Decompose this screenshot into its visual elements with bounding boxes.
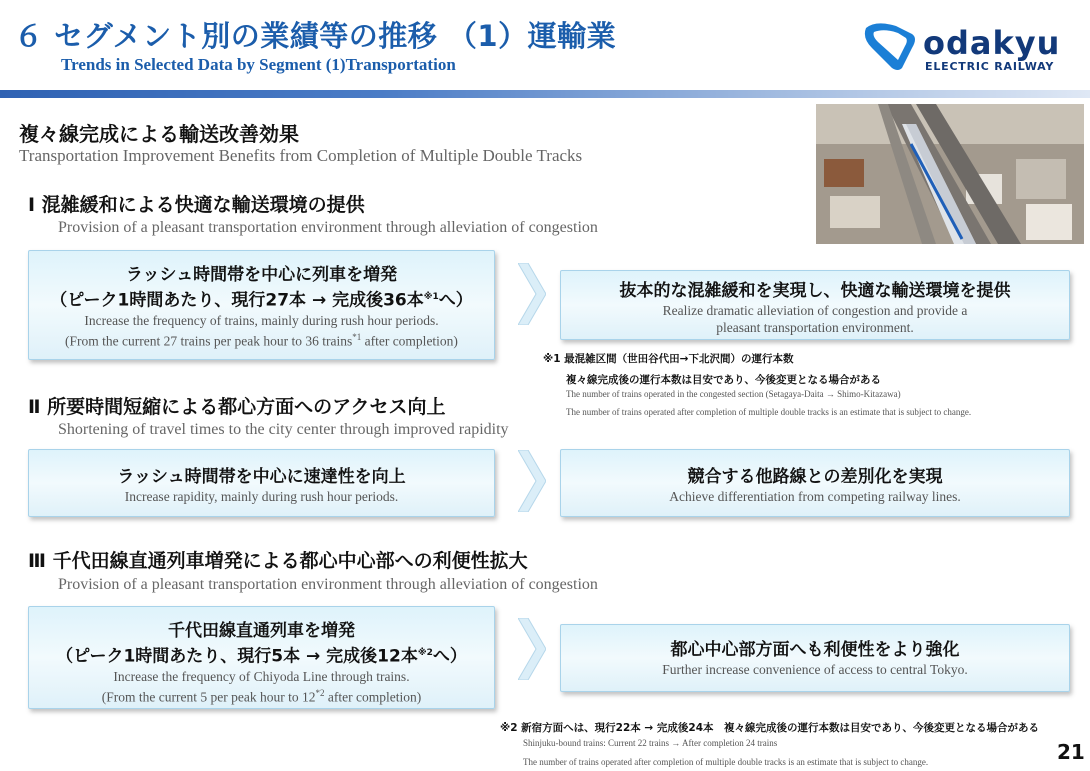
note-2-en-line1: Shinjuku-bound trains: Current 22 trains → After completion 24 trains bbox=[523, 738, 778, 748]
section-2-subtitle: Shortening of travel times to the city center through improved rapidity bbox=[58, 421, 509, 438]
section-2-right-jp: 競合する他路線との差別化を実現 bbox=[687, 467, 943, 487]
section-2-title: Ⅱ 所要時間短縮による都心方面へのアクセス向上 bbox=[28, 396, 446, 418]
intro-subtitle: Transportation Improvement Benefits from Completion of Multiple Double Tracks bbox=[19, 146, 583, 165]
note-1-jp-line1: ※1 最混雑区間（世田谷代田→下北沢間）の運行本数 bbox=[543, 353, 794, 365]
section-1-right-box bbox=[560, 270, 1070, 340]
section-3-left-jp1: 千代田線直通列車を増発 bbox=[168, 621, 355, 641]
section-1-title: Ⅰ 混雑緩和による快適な輸送環境の提供 bbox=[28, 194, 365, 216]
page-number: 21 bbox=[1057, 740, 1085, 764]
section-1-left-box bbox=[28, 250, 495, 360]
section-3-left-en1: Increase the frequency of Chiyoda Line through trains. bbox=[113, 668, 410, 684]
section-3-right-en: Further increase convenience of access to central Tokyo. bbox=[662, 662, 968, 677]
section-1-right-en2: pleasant transportation environment. bbox=[716, 320, 914, 335]
section-3-right-jp: 都心中心部方面へも利便性をより強化 bbox=[670, 640, 960, 660]
page-title: ６ セグメント別の業績等の推移 （1）運輸業 bbox=[14, 19, 617, 53]
section-1-left-jp2: （ピーク1時間あたり、現行27本 → 完成後36本$^{※1}$へ） bbox=[50, 290, 473, 311]
section-1-right-jp: 抜本的な混雑緩和を実現し、快適な輸送環境を提供 bbox=[619, 281, 1011, 301]
train-photo bbox=[816, 104, 1084, 244]
intro-title: 複々線完成による輸送改善効果 bbox=[19, 122, 299, 146]
section-1-left-jp1: ラッシュ時間帯を中心に列車を増発 bbox=[125, 265, 398, 285]
section-3-left-en2: (From the current 5 per peak hour to 12$^{*2}$ after completion) bbox=[101, 687, 422, 705]
note-2-en-line2: The number of trains operated after completion of multiple double tracks is an estimate that is subject to change. bbox=[523, 757, 929, 767]
arrow-right-icon bbox=[518, 263, 546, 325]
arrow-right-icon bbox=[518, 450, 546, 512]
arrow-right-icon bbox=[518, 618, 546, 680]
section-1-subtitle: Provision of a pleasant transportation environment through alleviation of congestion bbox=[58, 219, 598, 236]
section-3-left-box bbox=[28, 606, 495, 709]
page-subtitle: Trends in Selected Data by Segment (1)Transportation bbox=[61, 55, 456, 74]
section-3-right-box bbox=[560, 624, 1070, 692]
header-divider-bar bbox=[0, 90, 1090, 98]
section-1-left-en2: (From the current 27 trains per peak hour to 36 trains$^{*1}$ after completion) bbox=[65, 331, 458, 349]
section-2-left-en: Increase rapidity, mainly during rush hour periods. bbox=[124, 489, 399, 504]
section-3-subtitle: Provision of a pleasant transportation environment through alleviation of congestion bbox=[58, 576, 598, 593]
section-1-left-en1: Increase the frequency of trains, mainly during rush hour periods. bbox=[84, 312, 439, 328]
logo-subtitle: ELECTRIC RAILWAY bbox=[925, 60, 1055, 73]
note-1-en-line1: The number of trains operated in the congested section (Setagaya-Daita → Shimo-Kitazawa) bbox=[566, 389, 901, 399]
logo-wordmark: odakyu bbox=[923, 24, 1061, 62]
note-2-jp: ※2 新宿方面へは、現行22本 → 完成後24本 複々線完成後の運行本数は目安であり、今後変更となる場合がある bbox=[500, 722, 1039, 734]
section-2-left-jp: ラッシュ時間帯を中心に速達性を向上 bbox=[117, 467, 406, 487]
section-1-right-en1: Realize dramatic alleviation of congestion and provide a bbox=[662, 303, 968, 318]
section-3-title: Ⅲ 千代田線直通列車増発による都心中心部への利便性拡大 bbox=[28, 550, 528, 572]
note-1-jp-line2: 複々線完成後の運行本数は目安であり、今後変更となる場合がある bbox=[566, 374, 881, 386]
section-2-right-box bbox=[560, 449, 1070, 517]
section-2-left-box bbox=[28, 449, 495, 517]
section-2-right-en: Achieve differentiation from competing railway lines. bbox=[669, 489, 961, 504]
section-3-left-jp2: （ピーク1時間あたり、現行5本 → 完成後12本$^{※2}$へ） bbox=[56, 646, 467, 667]
note-1-en-line2: The number of trains operated after completion of multiple double tracks is an estimate that is subject to change. bbox=[566, 407, 972, 417]
